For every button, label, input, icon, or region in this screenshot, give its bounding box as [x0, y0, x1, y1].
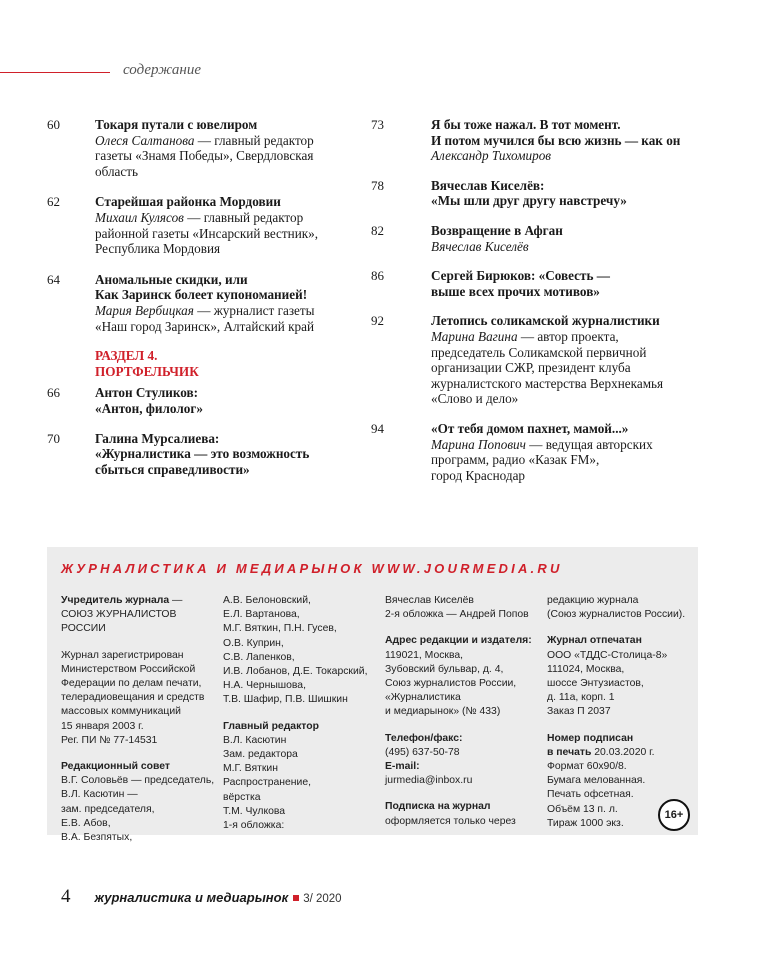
toc-title-line: Аномальные скидки, или: [95, 271, 248, 287]
imprint-gap: [385, 622, 545, 634]
toc-page-number: 94: [371, 420, 384, 436]
toc-entry: [47, 272, 347, 334]
toc-desc-line: «Слово и дело»: [431, 391, 519, 407]
imprint-text: Зубовский бульвар, д. 4,: [385, 663, 504, 675]
imprint-label: Журнал отпечатан: [547, 635, 642, 647]
imprint-text: Министерством Российской: [61, 663, 196, 675]
imprint-line: [61, 774, 221, 788]
imprint-line: [223, 665, 393, 679]
imprint-text: «Журналистика: [385, 692, 461, 704]
imprint-text: Т.В. Шафир, П.В. Шишкин: [223, 694, 348, 706]
toc-title-line: «Антон, филолог»: [95, 400, 203, 416]
toc-desc-line: «Наш город Заринск», Алтайский край: [95, 318, 315, 334]
imprint-label: Редакционный совет: [61, 761, 170, 773]
imprint-text: (Союз журналистов России).: [547, 609, 686, 621]
imprint-line: [61, 594, 221, 608]
imprint-text: Федерации по делам печати,: [61, 678, 202, 690]
imprint-label: Подписка на журнал: [385, 801, 491, 813]
toc-author-desc: — журналист газеты: [197, 302, 315, 318]
imprint-line: [61, 663, 221, 677]
imprint-line: [61, 760, 221, 774]
imprint-text: В.Л. Касютин —: [61, 789, 138, 801]
imprint-gap: [385, 720, 545, 732]
imprint-text: оформляется только через: [385, 815, 516, 827]
imprint-line: [385, 663, 545, 677]
page-footer: [61, 886, 342, 908]
toc-author: Александр Тихомиров: [431, 148, 552, 164]
toc-title-line: Токаря путали с ювелиром: [95, 117, 258, 132]
imprint-line: [61, 677, 221, 691]
imprint-text: 20.03.2020 г.: [591, 746, 655, 758]
imprint-line: [547, 705, 697, 719]
imprint-line: [547, 746, 697, 760]
imprint-line: [385, 774, 545, 788]
imprint-text: Распространение,: [223, 777, 311, 789]
imprint-label: Номер подписан: [547, 732, 634, 744]
imprint-text: Журнал зарегистрирован: [61, 649, 184, 661]
imprint-text: вёрстка: [223, 791, 261, 803]
imprint-line: [223, 791, 393, 805]
imprint-line: [547, 677, 697, 691]
imprint-line: [547, 691, 697, 705]
imprint-label: Учредитель журнала: [61, 595, 170, 606]
imprint-line: [385, 594, 545, 608]
imprint-line: [223, 651, 393, 665]
imprint-text: СОЮЗ ЖУРНАЛИСТОВ РОССИИ: [61, 609, 177, 635]
toc-title-line: Галина Мурсалиева:: [95, 430, 220, 446]
imprint-banner: ЖУРНАЛИСТИКА И МЕДИАРЫНОК WWW.JOURMEDIA.RU: [61, 561, 563, 576]
imprint-line: [223, 594, 393, 608]
imprint-line: [61, 691, 221, 705]
toc-page-number: 82: [371, 222, 384, 238]
toc-author-desc: — главный редактор: [187, 209, 304, 225]
toc-title-line: сбыться справедливости»: [95, 461, 250, 477]
toc-desc-line: журналистского мастерства Верхнекамья: [431, 375, 664, 391]
imprint-line: [385, 815, 545, 829]
toc-entry: [371, 421, 701, 483]
imprint-line: [223, 622, 393, 636]
toc-desc-line: председатель Соликамской первичной: [431, 344, 647, 360]
imprint-line: [223, 805, 393, 819]
imprint-line: [223, 762, 393, 776]
imprint-line: [385, 608, 545, 622]
imprint-line: [223, 819, 393, 833]
imprint-text: и медиарынок» (№ 433): [385, 706, 501, 718]
imprint-line: [61, 705, 221, 719]
imprint-text: В.Г. Соловьёв — председатель,: [61, 775, 215, 787]
toc-desc-line: районной газеты «Инсарский вестник»,: [95, 225, 319, 241]
imprint-text: Н.А. Чернышова,: [223, 680, 306, 692]
imprint-text: д. 11а, корп. 1: [547, 692, 615, 704]
imprint-text: Бумага мелованная.: [547, 775, 646, 787]
imprint-line: [385, 760, 545, 774]
toc-title-line: Возвращение в Афган: [431, 222, 563, 238]
imprint-text: О.В. Куприн,: [223, 637, 284, 649]
imprint-column-4: [547, 594, 697, 831]
imprint-line: [547, 760, 697, 774]
toc-entry: [371, 178, 701, 209]
imprint-line: [61, 803, 221, 817]
toc-desc-line: Республика Мордовия: [95, 241, 221, 257]
imprint-text: Тираж 1000 экз.: [547, 817, 624, 829]
toc-desc-line: программ, радио «Казак FM»,: [431, 452, 600, 468]
imprint-text: jurmedia@inbox.ru: [385, 775, 473, 787]
imprint-text: Т.М. Чулкова: [223, 805, 286, 817]
toc-title-line: выше всех прочих мотивов»: [431, 283, 600, 299]
toc-entry: [371, 223, 701, 254]
header-rule: [0, 72, 110, 73]
imprint-line: [385, 677, 545, 691]
imprint-text: 2-я обложка — Андрей Попов: [385, 609, 529, 621]
toc-entry: [47, 431, 347, 478]
toc-author: Вячеслав Киселёв: [431, 238, 529, 254]
age-rating-badge: 16+: [658, 799, 690, 831]
imprint-line: [547, 732, 697, 746]
toc-author: Михаил Кулясов: [95, 209, 184, 225]
imprint-line: [385, 746, 545, 760]
imprint-line: [223, 776, 393, 790]
imprint-text: телерадиовещания и средств: [61, 692, 205, 704]
toc-page-number: 64: [47, 271, 60, 287]
imprint-line: [385, 634, 545, 648]
imprint-text: Е.В. Абов,: [61, 817, 111, 829]
imprint-line: [385, 705, 545, 719]
imprint-line: [547, 608, 697, 622]
toc-author: Олеся Салтанова: [95, 132, 195, 148]
toc-title-line: Как Заринск болеет купономанией!: [95, 287, 308, 303]
toc-entry: [371, 313, 701, 407]
imprint-gap: [61, 748, 221, 760]
imprint-text: шоссе Энтузиастов,: [547, 678, 644, 690]
toc-title-line: Вячеслав Киселёв:: [431, 177, 545, 193]
toc-page-number: 66: [47, 385, 60, 401]
section-heading-line1: РАЗДЕЛ 4.: [95, 348, 158, 364]
toc-desc-line: город Краснодар: [431, 467, 526, 483]
toc-entry: [47, 385, 347, 416]
imprint-line: [385, 649, 545, 663]
toc-left-column: [47, 117, 347, 477]
toc-author-line: [431, 148, 701, 164]
imprint-gap: [385, 788, 545, 800]
imprint-line: [223, 734, 393, 748]
section-heading-line2: ПОРТФЕЛЬЧИК: [95, 363, 199, 379]
imprint-column-1: [61, 594, 221, 845]
imprint-text: 15 января 2003 г.: [61, 720, 144, 732]
imprint-line: [547, 649, 697, 663]
imprint-text: Формат 60x90/8.: [547, 761, 627, 773]
toc-right-column: [371, 117, 701, 483]
imprint-text: Союз журналистов России,: [385, 678, 517, 690]
section-heading: [47, 348, 347, 379]
toc-author: Марина Вагина: [431, 328, 518, 344]
toc-title-line: Сергей Бирюков: «Совесть —: [431, 268, 610, 284]
imprint-line: [223, 679, 393, 693]
toc-author-line: [95, 210, 347, 226]
section-header-title: содержание: [123, 62, 201, 78]
imprint-column-2: [223, 594, 393, 833]
imprint-line: [223, 608, 393, 622]
toc-title-line: «Журналистика — это возможность: [95, 446, 310, 462]
imprint-line: [547, 774, 697, 788]
magazine-title: журналистика и медиарынок: [94, 890, 289, 905]
toc-desc-line: организации СЖР, президент клуба: [431, 360, 631, 376]
imprint-text: Рег. ПИ № 77-14531: [61, 734, 158, 746]
toc-title-line: «Мы шли друг другу навстречу»: [431, 193, 627, 209]
imprint-line: [547, 634, 697, 648]
imprint-line: [61, 817, 221, 831]
imprint-line: [223, 748, 393, 762]
imprint-text: В.А. Безпятых,: [61, 832, 133, 844]
toc-author-line: [95, 303, 347, 319]
imprint-label: E-mail:: [385, 761, 420, 773]
imprint-text: С.В. Лапенков,: [223, 651, 295, 663]
toc-author-line: [431, 329, 701, 345]
imprint-line: [385, 800, 545, 814]
imprint-text: редакцию журнала: [547, 595, 639, 606]
imprint-text: зам. председателя,: [61, 803, 155, 815]
imprint-text: 119021, Москва,: [385, 649, 464, 661]
red-square-icon: [293, 895, 299, 901]
imprint-gap: [547, 622, 697, 634]
toc-desc-line: газеты «Знамя Победы», Свердловская: [95, 148, 314, 164]
toc-author-desc: — ведущая авторских: [529, 436, 653, 452]
imprint-text: Вячеслав Киселёв: [385, 595, 474, 606]
toc-page-number: 86: [371, 268, 384, 284]
imprint-line: [385, 732, 545, 746]
toc-entry: [47, 117, 347, 179]
imprint-gap: [547, 720, 697, 732]
imprint-line: [61, 831, 221, 845]
toc-author-desc: — автор проекта,: [520, 328, 619, 344]
imprint-text: И.В. Лобанов, Д.Е. Токарский,: [223, 666, 368, 678]
imprint-text: массовых коммуникаций: [61, 706, 181, 718]
imprint-line: [61, 649, 221, 663]
toc-title-line: Старейшая районка Мордовии: [95, 194, 281, 210]
toc-author: Марина Попович: [431, 436, 526, 452]
imprint-text: В.Л. Касютин: [223, 734, 287, 746]
toc-title-line: И потом мучился бы всю жизнь — как он: [431, 132, 681, 148]
imprint-label: в печать: [547, 746, 592, 758]
imprint-text: Объём 13 п. л.: [547, 803, 618, 815]
imprint-gap: [223, 708, 393, 720]
toc-page-number: 70: [47, 430, 60, 446]
imprint-text: 111024, Москва,: [547, 663, 625, 675]
imprint-line: [223, 693, 393, 707]
imprint-text: (495) 637-50-78: [385, 746, 460, 758]
imprint-line: [61, 608, 221, 636]
imprint-line: [61, 788, 221, 802]
imprint-text: —: [169, 595, 183, 606]
toc-author-line: [95, 133, 347, 149]
imprint-text: Печать офсетная.: [547, 789, 634, 801]
imprint-gap: [61, 637, 221, 649]
toc-author-desc: — главный редактор: [197, 132, 314, 148]
toc-page-number: 62: [47, 194, 60, 210]
toc-desc-line: область: [95, 163, 139, 179]
imprint-label: Адрес редакции и издателя:: [385, 635, 532, 647]
imprint-column-3: [385, 594, 545, 829]
imprint-line: [61, 720, 221, 734]
toc-author-line: [431, 239, 701, 255]
toc-entry: [371, 117, 701, 164]
imprint-text: ООО «ТДДС-Столица-8»: [547, 649, 668, 661]
imprint-text: Зам. редактора: [223, 749, 298, 761]
toc-page-number: 78: [371, 177, 384, 193]
imprint-text: Заказ П 2037: [547, 706, 611, 718]
issue-number: 3/ 2020: [303, 893, 342, 905]
imprint-line: [547, 594, 697, 608]
imprint-text: М.Г. Вяткин, П.Н. Гусев,: [223, 623, 337, 635]
toc-title-line: «От тебя домом пахнет, мамой...»: [431, 420, 629, 436]
toc-page-number: 92: [371, 313, 384, 329]
imprint-line: [385, 691, 545, 705]
imprint-text: А.В. Белоновский,: [223, 595, 311, 606]
toc-title-line: Я бы тоже нажал. В тот момент.: [431, 117, 621, 132]
page-number: 4: [61, 886, 71, 907]
imprint-line: [223, 720, 393, 734]
imprint-line: [61, 734, 221, 748]
imprint-text: Е.Л. Вартанова,: [223, 609, 300, 621]
toc-author-line: [431, 437, 701, 453]
imprint-label: Главный редактор: [223, 720, 319, 732]
imprint-box: [47, 547, 698, 844]
toc-page-number: 60: [47, 117, 60, 132]
toc-author: Мария Вербицкая: [95, 302, 194, 318]
imprint-label: Телефон/факс:: [385, 732, 463, 744]
toc-entry: [371, 268, 701, 299]
toc-title-line: Антон Стуликов:: [95, 385, 199, 401]
imprint-line: [547, 663, 697, 677]
imprint-line: [223, 637, 393, 651]
toc-page-number: 73: [371, 117, 384, 132]
imprint-text: М.Г. Вяткин: [223, 763, 278, 775]
imprint-text: 1-я обложка:: [223, 820, 285, 832]
toc-title-line: Летопись соликамской журналистики: [431, 313, 660, 329]
toc-entry: [47, 194, 347, 256]
